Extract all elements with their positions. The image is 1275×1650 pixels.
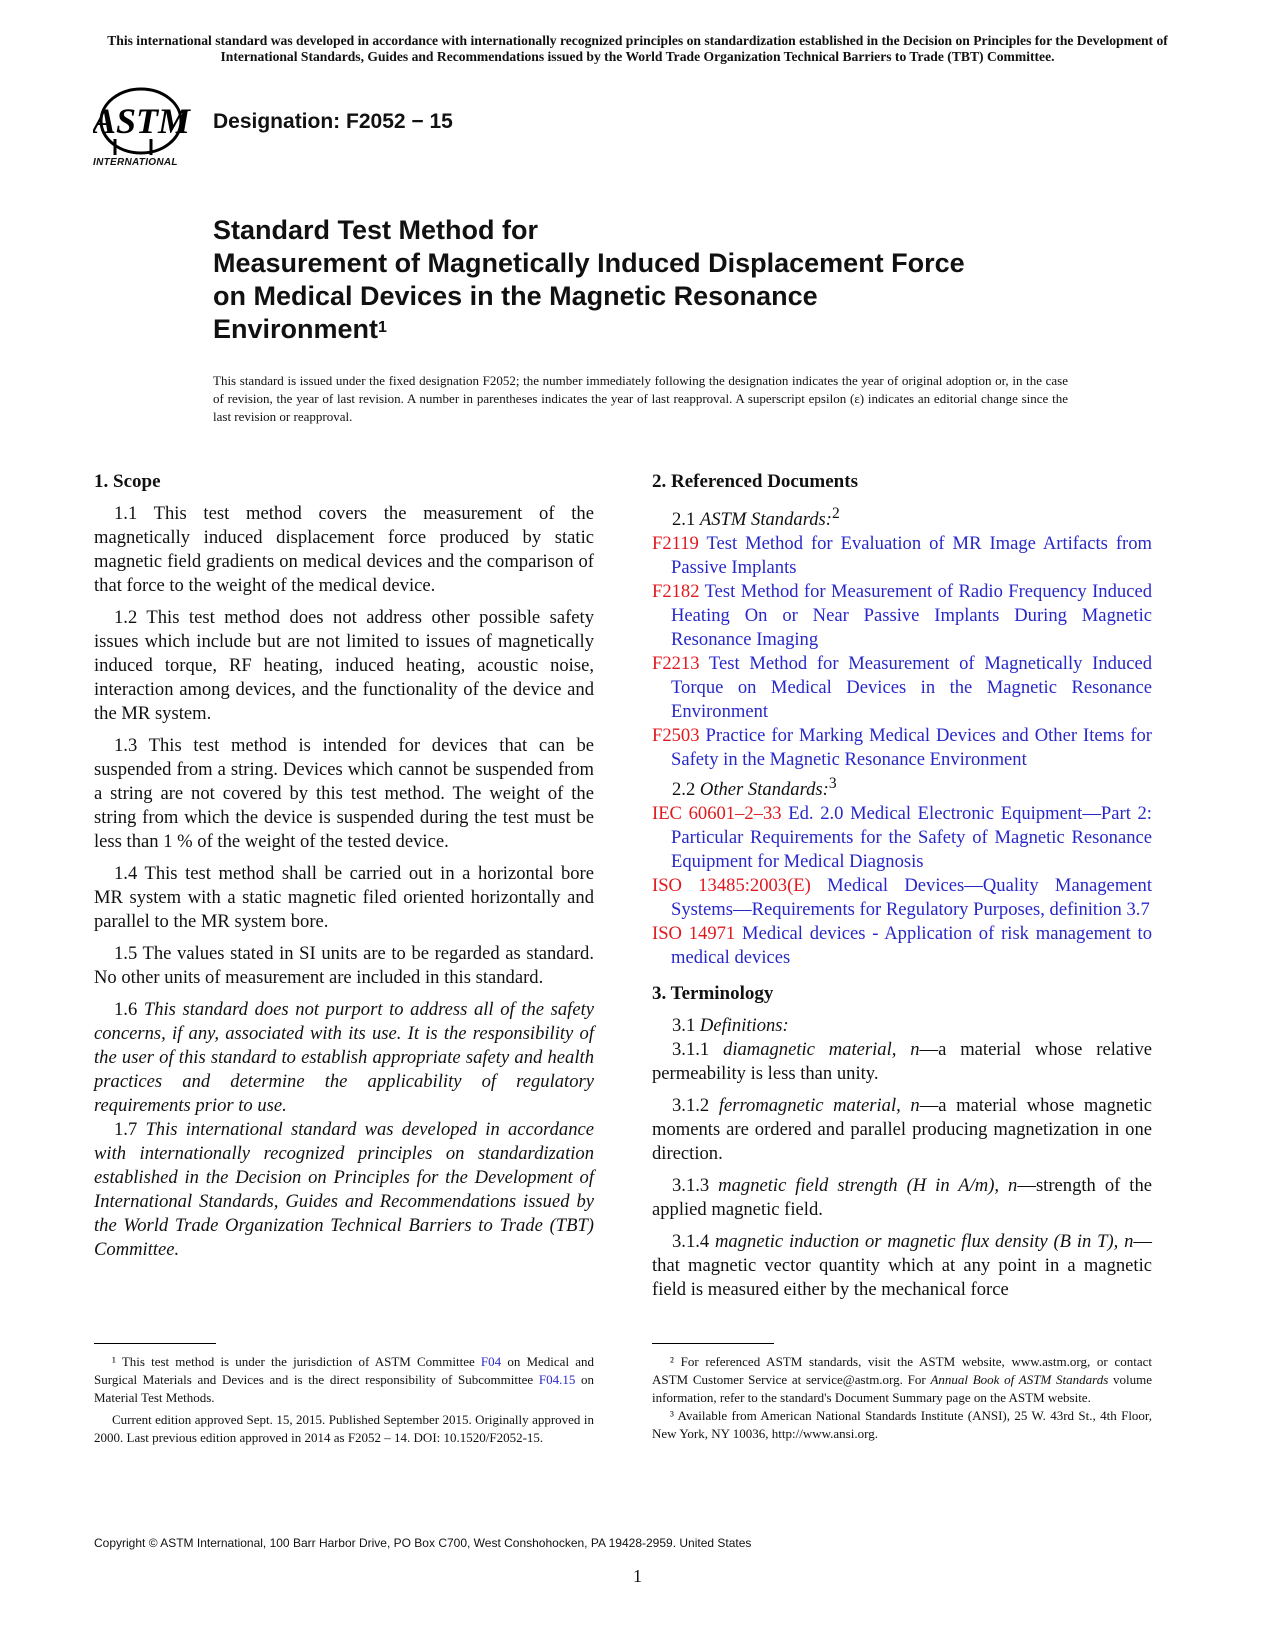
ref-code[interactable]: F2119: [652, 533, 699, 555]
astm-logo: [93, 85, 193, 177]
scope-1-6-text: This standard does not purport to address all of the safety concerns, if any, associated with its use. It is the responsibility of the user of this standard to establish appropriate safety and health practices and determine the applicability of regulatory requirements prior to use.: [94, 999, 594, 1116]
right-column: [652, 470, 1152, 1310]
footnote-2: [652, 1353, 1152, 1407]
definitions-text: Definitions:: [699, 1015, 789, 1037]
footnote-rule-right: [652, 1343, 774, 1344]
other-label-sup: 3: [828, 775, 837, 793]
title-line-1: Standard Test Method for: [213, 215, 539, 245]
term-name: diamagnetic material, n: [723, 1039, 920, 1061]
ref-code[interactable]: F2503: [652, 725, 700, 747]
scope-1-1: 1.1 This test method covers the measurement of the magnetically induced displacement force produced by static magnetic field gradients on medical devices and the comparison of that force to the weight of the medical device.: [94, 503, 594, 596]
footnote-3: ³ Available from American National Standards Institute (ANSI), 25 W. 43rd St., 4th Floor, New York, NY 10036, http://www.ansi.org.: [652, 1408, 1152, 1441]
term-definition: —that magnetic vector quantity which at any point in a magnetic field is measured either by the mechanical force: [652, 1231, 1152, 1301]
terminology-heading: 3. Terminology: [652, 983, 774, 1005]
astm-label-sup: 2: [831, 505, 840, 522]
scope-1-6-num: 1.6: [114, 999, 138, 1020]
title-line-2: Measurement of Magnetically Induced Displacement Force: [213, 248, 965, 278]
ref-f2182[interactable]: [652, 580, 1152, 652]
ref-iso-13485[interactable]: [652, 874, 1152, 922]
astm-standards-label: [652, 502, 1152, 532]
scope-1-7: [94, 1118, 594, 1262]
footnote-1-edition: Current edition approved Sept. 15, 2015. Published September 2015. Originally approved in 2000. Last previous edition approved in 2014 as F2052 – 14. DOI: 10.1520/F2052-15.: [94, 1412, 594, 1445]
subcommittee-link[interactable]: F04.15: [538, 1372, 576, 1387]
title-line-4: Environment: [213, 314, 379, 344]
definitions-num: 3.1: [672, 1015, 696, 1037]
term-name: ferromagnetic material, n: [718, 1095, 920, 1117]
issue-note: This standard is issued under the fixed designation F2052; the number immediately following the designation indicates the year of original adoption or, in the case of revision, the year of last revision. A number in parentheses indicates the year of last reapproval. A superscript epsilon (ε) indicates an editorial change since the last revision or reapproval.: [213, 373, 1068, 424]
scope-1-6: [94, 998, 594, 1118]
ref-code[interactable]: ISO 13485:2003(E): [652, 875, 811, 897]
ref-code[interactable]: ISO 14971: [652, 923, 736, 945]
ref-title[interactable]: Ed. 2.0 Medical Electronic Equipment—Part 2: Particular Requirements for the Safety of Magnetic Resonance Equipment for Medical Diagnosis: [671, 803, 1152, 873]
term-name: magnetic induction or magnetic flux density (B in T), n: [715, 1231, 1134, 1253]
scope-1-3: 1.3 This test method is intended for devices that can be suspended from a string. Devices which cannot be suspended from a string are not covered by this test method. The weight of the string from which the device is suspended during the test must be less than 1 % of the weight of the tested device.: [94, 735, 594, 852]
ref-f2503[interactable]: [652, 724, 1152, 772]
ref-title[interactable]: Medical devices - Application of risk management to medical devices: [671, 923, 1153, 969]
scope-1-7-num: 1.7: [114, 1119, 138, 1140]
tbt-notice: This international standard was developed in accordance with internationally recognized principles on standardization established in the Decision on Principles for the Development of International Standards, Guides and Recommendations issued by the World Trade Organization Technical Barriers to Trade (TBT) Committee.: [107, 33, 1168, 64]
designation: Designation: F2052 − 15: [213, 110, 453, 133]
term-3-1-1: [652, 1038, 1152, 1086]
scope-1-7-text: This international standard was developed in accordance with internationally recognized principles on standardization established in the Decision on Principles for the Development of International Standards, Guides and Recommendations issued by the World Trade Organization Technical Barriers to Trade (TBT) Committee.: [94, 1119, 594, 1260]
ref-f2119[interactable]: [652, 532, 1152, 580]
term-3-1-2: [652, 1094, 1152, 1166]
other-reference-list: [652, 802, 1152, 970]
term-num: 3.1.3: [672, 1175, 710, 1197]
scope-1-2: 1.2 This test method does not address other possible safety issues which include but are not limited to issues of magnetically induced torque, RF heating, induced heating, acoustic noise, interaction among devices, and the functionality of the device and the MR system.: [94, 607, 594, 724]
astm-reference-list: [652, 532, 1152, 772]
term-num: 3.1.1: [672, 1039, 710, 1061]
ref-code[interactable]: F2213: [652, 653, 700, 675]
ref-code[interactable]: IEC 60601–2–33: [652, 803, 782, 825]
footnote-1-text-b: on Medical and Surgical Materials and Devices and is the direct responsibility of Subcommittee: [94, 1354, 594, 1387]
footnote-rule-left: [94, 1343, 216, 1344]
footnote-2-text-b: volume information, refer to the standard's Document Summary page on the ASTM website.: [652, 1372, 1152, 1405]
term-num: 3.1.4: [672, 1231, 710, 1253]
term-definition: —a material whose magnetic moments are ordered and parallel producing magnetization in one direction.: [652, 1095, 1153, 1165]
left-column: [94, 470, 594, 1270]
ref-title[interactable]: Test Method for Measurement of Radio Frequency Induced Heating On or Near Passive Implants During Magnetic Resonance Imaging: [671, 581, 1152, 651]
copyright: Copyright © ASTM International, 100 Barr Harbor Drive, PO Box C700, West Conshohocken, PA 19428-2959. United States: [94, 1536, 752, 1550]
other-label-num: 2.2: [672, 779, 696, 801]
ref-f2213[interactable]: [652, 652, 1152, 724]
committee-link[interactable]: F04: [480, 1354, 502, 1369]
term-name: magnetic field strength (H in A/m), n: [718, 1175, 1018, 1197]
ref-title[interactable]: Practice for Marking Medical Devices and Other Items for Safety in the Magnetic Resonance Environment: [671, 725, 1152, 771]
astm-label: ASTM Standards:: [699, 509, 832, 531]
term-definition: —strength of the applied magnetic field.: [652, 1175, 1153, 1221]
ref-iso-14971[interactable]: [652, 922, 1152, 970]
title-footnote-mark: 1: [378, 319, 387, 336]
title-line-3: on Medical Devices in the Magnetic Resonance: [213, 281, 818, 311]
ref-title[interactable]: Test Method for Evaluation of MR Image Artifacts from Passive Implants: [671, 533, 1152, 579]
scope-1-5: 1.5 The values stated in SI units are to be regarded as standard. No other units of measurement are included in this standard.: [94, 943, 594, 988]
footnote-2-emphasis: Annual Book of ASTM Standards: [930, 1372, 1109, 1387]
footnote-1: [94, 1353, 594, 1407]
footnote-1-text-a: ¹ This test method is under the jurisdiction of ASTM Committee: [112, 1354, 481, 1369]
footnotes-right: [652, 1353, 1152, 1443]
other-label: Other Standards:: [699, 779, 829, 801]
page-number: 1: [633, 1566, 642, 1586]
ref-title[interactable]: Test Method for Measurement of Magnetically Induced Torque on Medical Devices in the Magnetic Resonance Environment: [671, 653, 1153, 723]
ref-code[interactable]: F2182: [652, 581, 700, 603]
term-3-1-4: [652, 1230, 1152, 1302]
svg-text:ASTM: ASTM: [93, 101, 191, 141]
term-definition: —a material whose relative permeability is less than unity.: [652, 1039, 1152, 1085]
logo-text: INTERNATIONAL: [93, 157, 178, 168]
scope-heading: 1. Scope: [94, 471, 161, 492]
document-title: [213, 214, 1113, 346]
term-num: 3.1.2: [672, 1095, 710, 1117]
footnote-1-text-c: on Material Test Methods.: [94, 1372, 594, 1405]
scope-1-4: 1.4 This test method shall be carried out in a horizontal bore MR system with a static magnetic filed oriented horizontally and parallel to the MR system bore.: [94, 863, 594, 932]
term-3-1-3: [652, 1174, 1152, 1222]
footnotes-left: [94, 1353, 594, 1447]
ref-title[interactable]: Medical Devices—Quality Management Systems—Requirements for Regulatory Purposes, definition 3.7: [671, 875, 1152, 921]
other-standards-label: [652, 772, 1152, 802]
astm-label-num: 2.1: [672, 509, 696, 531]
definitions-label: [652, 1014, 1152, 1038]
ref-iec-60601[interactable]: [652, 802, 1152, 874]
refs-heading: 2. Referenced Documents: [652, 471, 858, 492]
footnote-2-text-a: ² For referenced ASTM standards, visit the ASTM website, www.astm.org, or contact ASTM Customer Service at service@astm.org. For: [652, 1354, 1152, 1387]
